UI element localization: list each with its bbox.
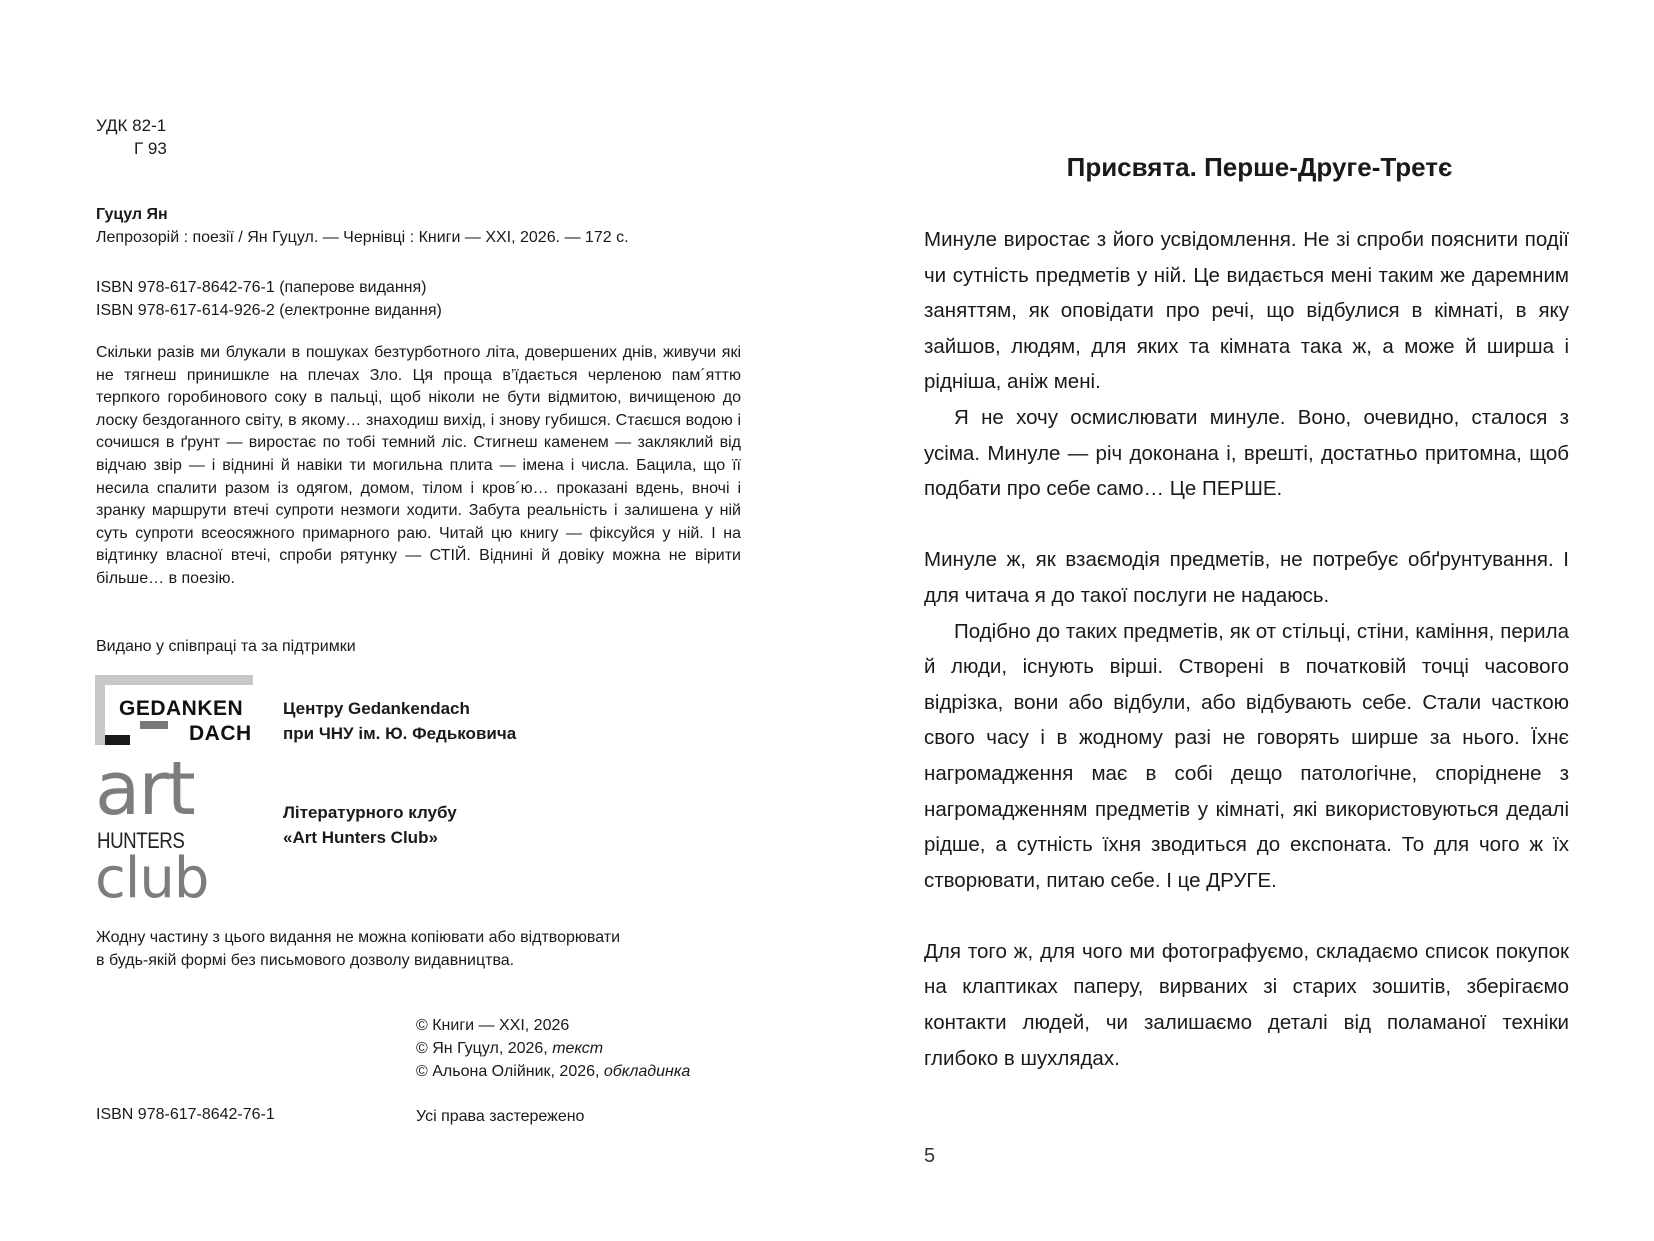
copyright-author xyxy=(416,1037,690,1060)
art-hunters-caption-line2: «Art Hunters Club» xyxy=(283,828,438,847)
gedankendach-caption-line2: при ЧНУ ім. Ю. Федьковича xyxy=(283,724,517,743)
isbn-paper: ISBN 978-617-8642-76-1 (паперове видання) xyxy=(96,279,427,296)
chapter-title: Присвята. Перше-Друге-Третє xyxy=(1066,152,1453,182)
no-reproduction-line2: в будь-якій формі без письмового дозволу видавництва. xyxy=(96,952,515,969)
copyright-block xyxy=(416,1014,690,1083)
paragraph: Я не хочу осмислювати минуле. Воно, очевидно, сталося з усіма. Минуле — річ доконана і, врешті, достатньо притомна, щоб подбати про себе само… Це ПЕРШЕ. xyxy=(924,405,1569,501)
page-number: 5 xyxy=(924,1145,936,1167)
right-page-dedication xyxy=(827,0,1654,1241)
paragraph: Подібно до таких предметів, як от стільці, стіни, каміння, перила й люди, існують вірші. Створені в початковій точці часового відрізка, вони або відбули, або відбувають себе. Стали часткою свого часу і в жодному разі не говорять ширше за нього. Їхнє нагромадження має в собі дещо патологічне, споріднене з нагромадженням предметів у кімнаті, які використовуються дедалі рідше, а сутність їхня зводиться до експоната. То для чого ж їх створювати, питаю себе. І це ДРУГЕ. xyxy=(924,619,1569,892)
isbn-electronic: ISBN 978-617-614-926-2 (електронне видання) xyxy=(96,302,442,319)
no-reproduction-line1: Жодну частину з цього видання не можна копіювати або відтворювати xyxy=(96,929,621,946)
copyright-cover xyxy=(416,1060,690,1083)
book-abstract: Скільки разів ми блукали в пошуках безтурботного літа, довершених днів, живучи які не тягнеш принишкле на плечах Зло. Ця проща в’їдається черленою пам´яттю терпкого горобинового соку в пальці, щоб ніколи не бути відмитою, вичищеною до лоску бездоганного світу, в якому… знаходиш вихід, і знову губишся. Стаєшся водою і сочишся в ґрунт — виростає по тобі темний ліс. Стигнеш каменем — закляклий від відчаю звір — і віднині й навіки ти могильна плита — імена і числа. Бацила, що її несила спалити разом із одягом, домом, тілом і кров´ю… проказані вдень, вночі і зранку маршрути втечі супроти незмоги ходити. Забута реальність і залишена у ній суть супроти всеосяжного примарного раю. Читай цю книгу — фіксуйся у ній. І на відтинку власної втечі, спроби рятунку — СТІЙ. Віднині й довіку можна не вірити більше… в поезію. xyxy=(96,344,741,587)
art-hunters-club-logo xyxy=(95,746,209,911)
copyright-author-prefix: © Ян Гуцул, 2026, xyxy=(416,1040,553,1057)
isbn-bottom: ISBN 978-617-8642-76-1 xyxy=(96,1106,275,1123)
gedankendach-logo-word2: DACH xyxy=(189,722,252,745)
dedication-text xyxy=(924,222,1569,1076)
udk-classification xyxy=(96,114,167,160)
all-rights-reserved: Усі права застережено xyxy=(416,1108,585,1125)
copyright-cover-role: обкладинка xyxy=(603,1063,691,1080)
art-hunters-logo-art: art xyxy=(95,746,194,832)
no-reproduction-notice xyxy=(96,926,620,972)
copyright-cover-prefix: © Альона Олійник, 2026, xyxy=(416,1063,604,1080)
author-name: Гуцул Ян xyxy=(96,206,168,223)
gedankendach-logo xyxy=(95,675,253,745)
udk-code: УДК 82-1 xyxy=(96,116,167,135)
gedankendach-caption xyxy=(283,696,516,746)
art-hunters-logo-hunters: HUNTERS xyxy=(97,828,185,853)
isbn-list xyxy=(96,276,442,322)
gedankendach-logo-word1: GEDANKEN xyxy=(119,697,244,720)
paragraph: Для того ж, для чого ми фотографуємо, складаємо список покупок на клаптиках паперу, вирваних зі старих зошитів, зберігаємо контакти людей, чи залишаємо деталі від поламаної техніки глибоко в шухлядах. xyxy=(924,939,1569,1070)
paragraph: Минуле виростає з його усвідомлення. Не зі спроби пояснити події чи сутність предметів у ній. Це видається мені таким же даремним заняттям, як оповідати про речі, що відбулися в кімнаті, в яку зайшов, людям, для яких та кімната така ж, а може й ширша і рідніша, аніж мені. xyxy=(924,228,1569,394)
art-hunters-caption-line1: Літературного клубу xyxy=(283,803,457,822)
art-hunters-caption xyxy=(283,800,457,850)
art-hunters-logo-club: club xyxy=(95,846,209,911)
author-index: Г 93 xyxy=(134,139,167,158)
gedankendach-caption-line1: Центру Gedankendach xyxy=(283,699,470,718)
supported-by-label: Видано у співпраці та за підтримки xyxy=(96,638,356,655)
paragraph: Минуле ж, як взаємодія предметів, не потребує обґрунтування. І для читача я до такої послуги не надаюсь. xyxy=(924,548,1569,607)
copyright-publisher: © Книги — ХХІ, 2026 xyxy=(416,1017,570,1034)
bibliographic-record: Лепрозорій : поезії / Ян Гуцул. — Чернівці : Книги — ХХІ, 2026. — 172 с. xyxy=(96,229,629,246)
copyright-author-role: текст xyxy=(552,1040,604,1057)
